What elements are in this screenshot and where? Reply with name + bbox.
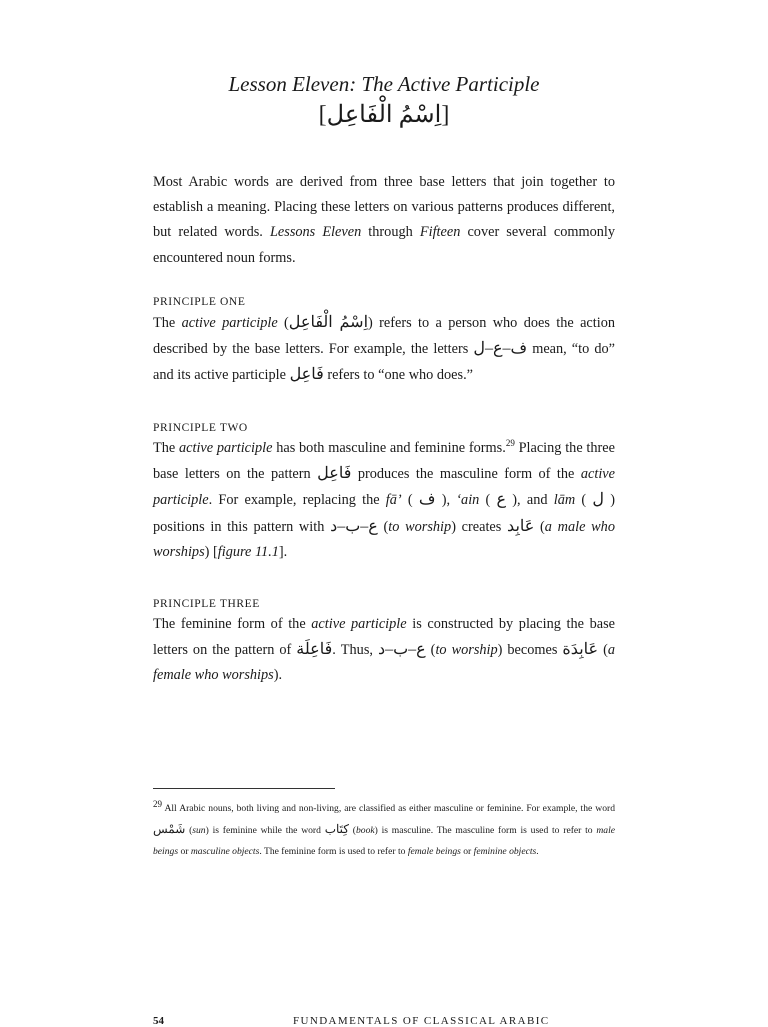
principle-two-heading: PRINCIPLE TWO xyxy=(153,422,248,434)
footnote-divider xyxy=(153,788,335,789)
principle-three-section xyxy=(153,598,615,689)
principle-one-paragraph: The active participle (اِسْمُ الْفَاعِل) refers to a person who does the action described by the base letters. For example, the letters ف–ع–ل mean, “to do” and its active participle فَاعِل refers to “one who does.” xyxy=(153,314,616,384)
principle-three-heading: PRINCIPLE THREE xyxy=(153,598,260,610)
principle-two-paragraph: The active participle has both masculine and feminine forms.$^{29}$ Placing the three base letters on the pattern فَاعِل produces the masculine form of the active participle. For example, replacing the fā’ ( ف ), ‘ain ( ع ), and lām ( ل ) positions in this pattern with ع–ب–د (to worship) creates عَابِد (a male who worships) [figure 11.1]. xyxy=(153,438,616,560)
running-title: FUNDAMENTALS OF CLASSICAL ARABIC xyxy=(293,1015,550,1027)
footnote-reference: 29 xyxy=(505,438,515,449)
intro-paragraph: Most Arabic words are derived from three base letters that join together to establish a meaning. Placing these letters on various patterns produces different, but related words. Lessons Eleven through Fifteen cover several commonly encountered noun forms. xyxy=(153,174,616,266)
page-number: 54 xyxy=(153,1015,164,1027)
principle-one-heading: PRINCIPLE ONE xyxy=(153,296,246,308)
footnote: $^{29}$ All Arabic nouns, both living and non-living, are classified as either masculine or feminine. For example, the word شَمْس (sun) is feminine while the word كِتَاب (book) is masculine. The masculine form is used to refer to male beings or masculine objects. The feminine form is used to refer to female beings or feminine objects. xyxy=(153,798,616,857)
principle-two-section xyxy=(153,422,615,565)
footnote-number: 29 xyxy=(153,798,162,809)
intro-section xyxy=(153,170,615,271)
principle-three-paragraph: The feminine form of the active participle is constructed by placing the base letters on the pattern of فَاعِلَة. Thus, ع–ب–د (to worship) becomes عَابِدَة (a female who worships). xyxy=(153,616,615,684)
lesson-title: Lesson Eleven: The Active Participle xyxy=(228,72,540,96)
lesson-title-arabic: [اِسْمُ الْفَاعِل] xyxy=(318,102,450,128)
principle-one-section xyxy=(153,296,615,389)
